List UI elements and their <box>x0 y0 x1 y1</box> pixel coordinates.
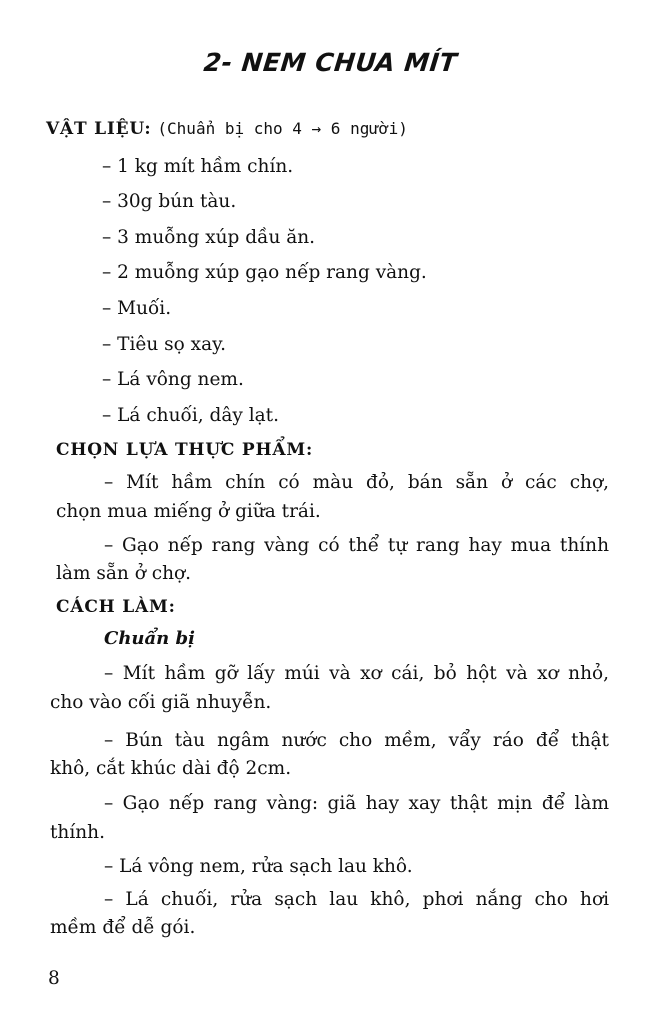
ingredient-item: – Lá vông nem. <box>102 369 244 390</box>
paragraph-first-line: – Mít hầm gỡ lấy múi và xơ cái, bỏ hột và xơ nhỏ, <box>104 663 609 684</box>
paragraph-first-line: – Lá vông nem, rửa sạch lau khô. <box>104 856 413 877</box>
ingredient-item: – Muối. <box>102 298 172 319</box>
paragraph-first-line: – Mít hầm chín có màu đỏ, bán sẵn ở các chợ, <box>104 472 609 493</box>
method-subheading: Chuẩn bị <box>104 628 195 649</box>
paragraph-continuation: chọn mua miếng ở giữa trái. <box>56 501 321 522</box>
selection-heading: CHỌN LỰA THỰC PHẨM: <box>56 440 314 460</box>
page-number: 8 <box>48 968 60 989</box>
ingredient-item: – Lá chuối, dây lạt. <box>102 405 279 426</box>
paragraph-first-line: – Lá chuối, rửa sạch lau khô, phơi nắng cho hơi <box>104 889 609 910</box>
materials-heading-line <box>46 118 408 139</box>
paragraph-continuation: thính. <box>50 822 105 843</box>
paragraph-continuation: làm sẵn ở chợ. <box>56 563 192 584</box>
ingredient-item: – 3 muỗng xúp dầu ăn. <box>102 227 316 248</box>
recipe-title: 2- NEM CHUA MÍT <box>202 48 459 77</box>
ingredient-item: – Tiêu sọ xay. <box>102 334 226 355</box>
paragraph-continuation: khô, cắt khúc dài độ 2cm. <box>50 758 292 779</box>
paragraph-first-line: – Gạo nếp rang vàng có thể tự rang hay mua thính <box>104 535 609 556</box>
paragraph-continuation: mềm để dễ gói. <box>50 917 196 938</box>
paragraph-continuation: cho vào cối giã nhuyễn. <box>50 692 272 713</box>
ingredient-item: – 2 muỗng xúp gạo nếp rang vàng. <box>102 262 427 283</box>
paragraph-first-line: – Bún tàu ngâm nước cho mềm, vẩy ráo để thật <box>104 730 609 751</box>
paragraph-first-line: – Gạo nếp rang vàng: giã hay xay thật mịn để làm <box>104 793 609 814</box>
materials-heading: VẬT LIỆU: <box>46 119 152 139</box>
method-heading: CÁCH LÀM: <box>56 597 176 617</box>
ingredient-item: – 30g bún tàu. <box>102 191 237 212</box>
ingredient-item: – 1 kg mít hầm chín. <box>102 156 294 177</box>
servings-note: (Chuẩn bị cho 4 → 6 người) <box>157 119 408 138</box>
